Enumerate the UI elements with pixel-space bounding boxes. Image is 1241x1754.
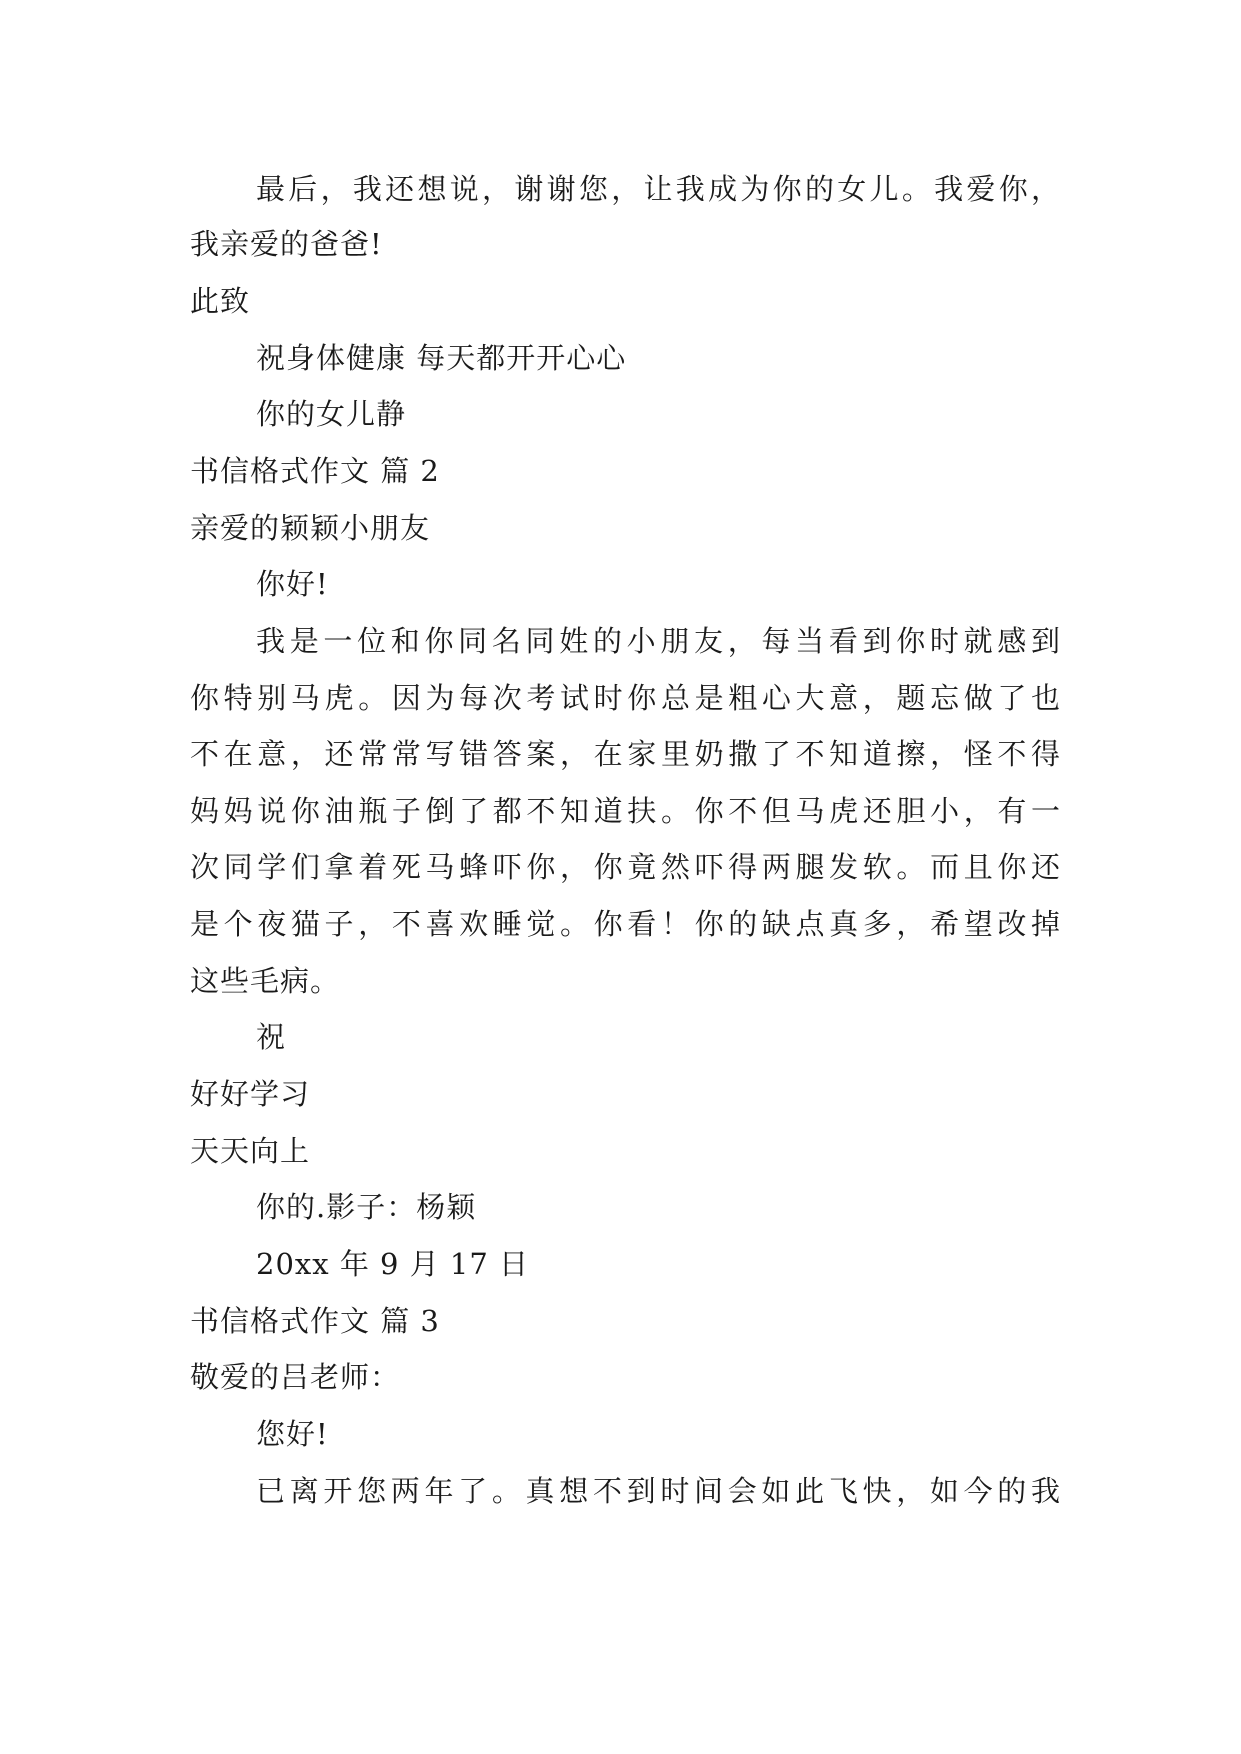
salutation-line: 敬爱的吕老师： <box>190 1360 401 1394</box>
paragraph-line: 已离开您两年了。真想不到时间会如此飞快，如今的我 <box>256 1474 1060 1508</box>
paragraph-line: 我亲爱的爸爸! <box>190 227 383 261</box>
section-heading: 书信格式作文 篇 2 <box>190 454 440 488</box>
signature-line: 你的.影子：杨颖 <box>256 1190 477 1224</box>
blessing-line: 天天向上 <box>190 1134 311 1168</box>
paragraph-line: 不在意，还常常写错答案，在家里奶撒了不知道擦，怪不得 <box>190 737 1060 771</box>
paragraph-line: 次同学们拿着死马蜂吓你，你竟然吓得两腿发软。而且你还 <box>190 850 1060 884</box>
salutation-line: 亲爱的颖颖小朋友 <box>190 511 431 545</box>
blessing-line: 祝身体健康 每天都开开心心 <box>256 341 627 375</box>
paragraph-line: 我是一位和你同名同姓的小朋友，每当看到你时就感到 <box>256 624 1060 658</box>
paragraph-line: 是个夜猫子，不喜欢睡觉。你看！你的缺点真多，希望改掉 <box>190 907 1060 941</box>
closing-line: 祝 <box>256 1020 287 1054</box>
blessing-line: 好好学习 <box>190 1077 311 1111</box>
paragraph-line: 妈妈说你油瓶子倒了都不知道扶。你不但马虎还胆小，有一 <box>190 794 1060 828</box>
closing-line: 此致 <box>190 284 251 318</box>
signature-line: 你的女儿静 <box>256 397 407 431</box>
date-line: 20xx 年 9 月 17 日 <box>256 1247 530 1281</box>
section-heading: 书信格式作文 篇 3 <box>190 1304 440 1338</box>
paragraph-line: 你特别马虎。因为每次考试时你总是粗心大意，题忘做了也 <box>190 681 1060 715</box>
greeting-line: 你好! <box>256 567 329 601</box>
greeting-line: 您好! <box>256 1417 329 1451</box>
paragraph-line: 最后，我还想说，谢谢您，让我成为你的女儿。我爱你， <box>256 172 1060 206</box>
paragraph-line: 这些毛病。 <box>190 964 341 998</box>
